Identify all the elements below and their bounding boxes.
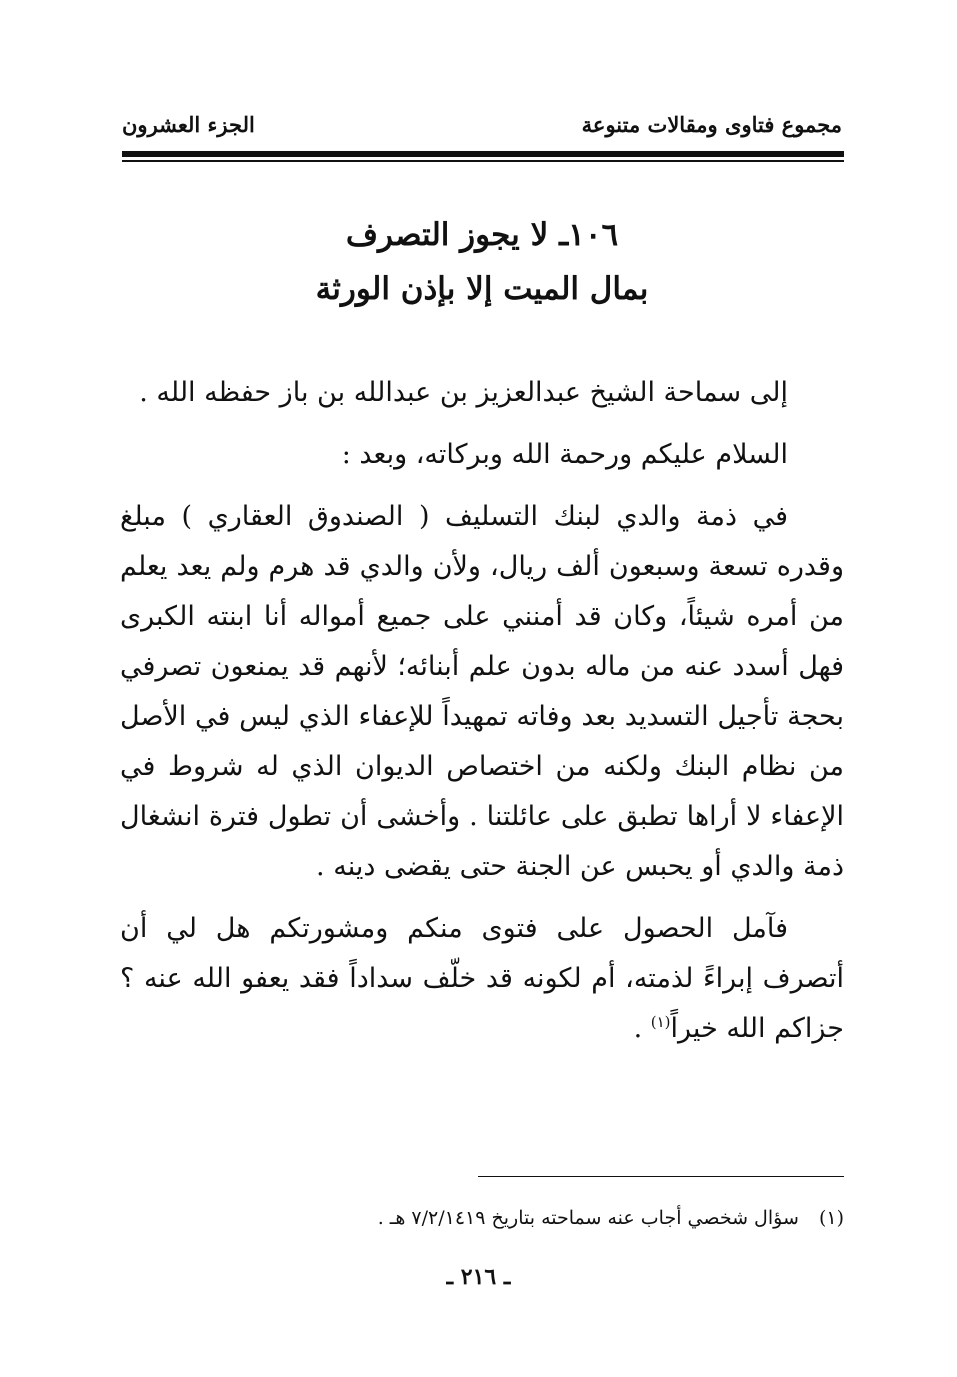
volume-label: الجزء العشرون [122,112,255,137]
footnote-text: سؤال شخصي أجاب عنه سماحته بتاريخ ٧/٢/١٤١٩ هـ . [377,1207,799,1229]
fatwa-title [122,208,842,316]
body-text [120,368,844,1066]
title-line-2: بمال الميت إلا بإذن الورثة [315,271,649,307]
title-line-1: ١٠٦ـ لا يجوز التصرف [345,217,619,253]
footnote [122,1203,844,1233]
page-number: ـ ٢١٦ ـ [446,1264,511,1290]
footnote-rule [478,1176,844,1177]
question-paragraph-2-text: فآمل الحصول على فتوى منكم ومشورتكم هل لي أن أتصرف إبراءً لذمته، أم لكونه قد خلّف سداداً فقد يعفو الله عنه ؟ جزاكم الله خيراً [120,913,844,1044]
address-paragraph: إلى سماحة الشيخ عبدالعزيز بن عبدالله بن باز حفظه الله . [139,377,788,408]
footnote-number: (١) [818,1207,844,1229]
greeting-paragraph: السلام عليكم ورحمة الله وبركاته، وبعد : [341,439,788,470]
header-rule-thin [122,160,844,162]
footnote-reference: (١) [650,1013,671,1031]
question-paragraph-2 [120,904,844,1054]
question-paragraph-1: في ذمة والدي لبنك التسليف ( الصندوق العقاري ) مبلغ وقدره تسعة وسبعون ألف ريال، ولأن والدي قد هرم ولم يعد يعلم من أمره شيئاً، وكان قد أمنني على جميع أمواله أنا ابنته الكبرى فهل أسدد عنه من ماله بدون علم أبنائه؛ لأنهم قد يمنعون تصرفي بحجة تأجيل التسديد بعد وفاته تمهيداً للإعفاء الذي ليس في الأصل من نظام البنك ولكنه من اختصاص الديوان الذي له شروط في الإعفاء لا أراها تطبق على عائلتنا . وأخشى أن تطول فترة انشغال ذمة والدي أو يحبس عن الجنة حتى يقضى دينه . [120,501,844,882]
header-rule-thick [122,151,844,157]
end-mark: . [633,1013,643,1044]
running-header [122,112,842,146]
series-title: مجموع فتاوى ومقالات متنوعة [581,112,842,137]
